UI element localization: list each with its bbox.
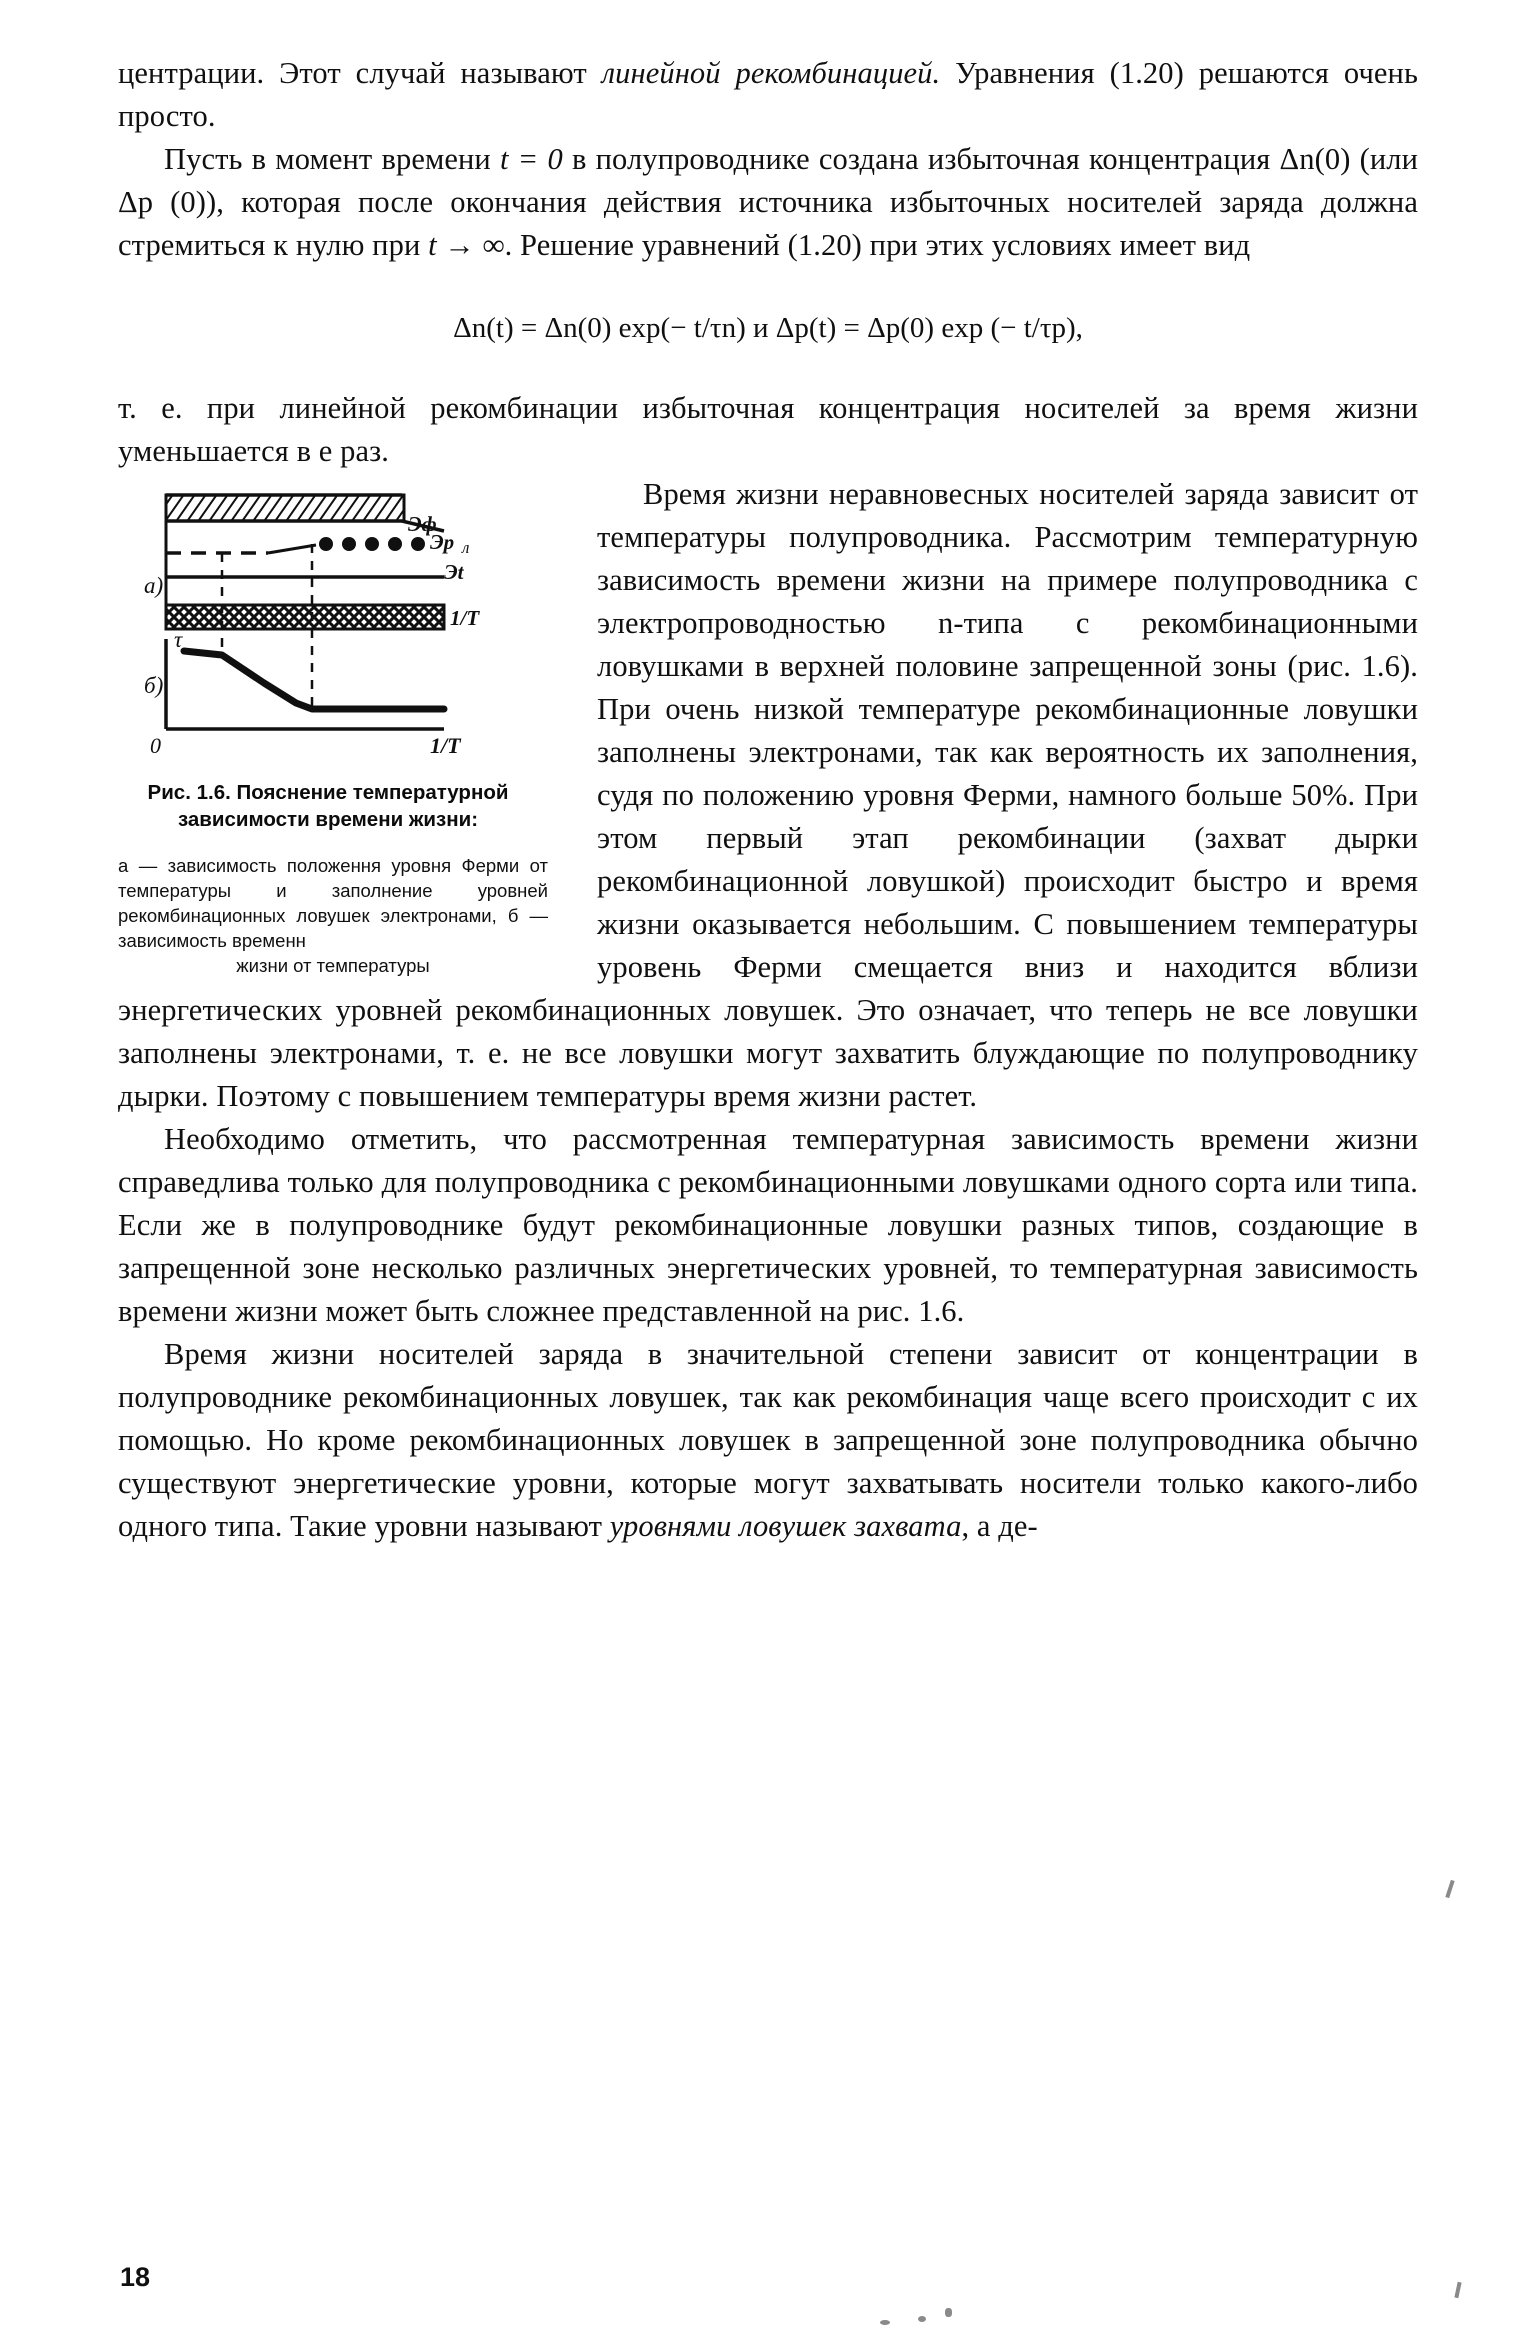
figure-1-6: [118, 487, 563, 978]
label-tau: τ: [174, 627, 183, 652]
paragraph-2-run-3: в полупроводнике создана избыточная концентрация Δn(0) (или Δp (0)), которая после окончания действия источника избыточных носителей заряда должна стремиться к нулю при: [118, 142, 1419, 262]
label-panel-b: б): [144, 673, 164, 698]
paragraph-1-run-1: центрации. Этот случай называют: [118, 56, 602, 90]
page-content: [118, 52, 1418, 1548]
figure-canvas: [144, 487, 514, 757]
label-ef-sub: л: [462, 538, 470, 557]
figure-legend: [118, 853, 548, 978]
paragraph-4-italic: уровнями ловушек захвата: [609, 1509, 962, 1543]
paragraph-2-run-1: Пусть в момент времени: [164, 142, 500, 176]
paragraph-1-run-2: линейной рекомбинацией.: [601, 56, 941, 90]
paragraph-4-lead: Время жизни носителей заряда в значительной степени зависит от концентрации в полупроводнике рекомбинационных ловушек, так как рекомбинация чаще всего происходит с их помощью. Но кроме рекомбинационных ловушек в запрещенной зоне полупроводника обычно существуют энергетические уровни, которые могут захватывать носители только какого-либо одного типа. Такие уровни называют: [118, 1337, 1418, 1543]
label-origin: 0: [150, 733, 161, 757]
scan-speck: [1454, 2282, 1461, 2298]
paragraph-4-tail: , а де-: [961, 1509, 1038, 1543]
paragraph-1: [118, 52, 1418, 138]
paragraph-2-run-2: t = 0: [499, 142, 563, 176]
paragraph-2-run-5: . Решение уравнений (1.20) при этих условиях имеет вид: [504, 228, 1251, 262]
paragraph-3: Необходимо отметить, что рассмотренная температурная зависимость времени жизни справедлива только для полупроводника с рекомбинационными ловушками одного сорта или типа. Если же в полупроводнике будут рекомбинационные ловушки разных типов, создающие в запрещенной зоне несколько различных энергетических уровней, то температурная зависимость времени жизни может быть сложнее представленной на рис. 1.6.: [118, 1122, 1418, 1328]
page-number: 18: [120, 2262, 151, 2292]
figure-legend-b: жизни от температуры: [236, 955, 430, 976]
scan-speck: [880, 2320, 890, 2325]
formula-decay: Δn(t) = Δn(0) exp(− t/τn) и Δp(t) = Δp(0) exp (− t/τp),: [453, 312, 1083, 344]
paragraph-2-run-4: t → ∞: [428, 228, 505, 262]
paragraph-column-text: Время жизни неравновесных носителей заряда зависит от температуры полупроводника. Рассмотрим температурную зависимость времени жизни на примере полупроводника с электропроводностью n-типа с рекомбинационными ловушками в верхней половине запрещенной зоны (рис. 1.6). При очень низкой температуре рекомбинационные ловушки заполнены электронами, так как вероятность их заполнения, судя по положению уровня Ферми, намного больше 50%. При этом первый этап рекомбинации (захват дырки рекомбинационной ловушкой) происходит быстро и время жизни оказывается небольшим. С повышением температуры уровень Ферми смещается вниз и находится вблизи энергетических уровней рекомбинационных ловушек. Это означает, что теперь не все ловушки заполнены электронами, т. е. не все ловушки могут захватить блуждающие по полупроводнику дырки. Поэтому с повышением температуры время жизни растет.: [118, 477, 1418, 1113]
scan-speck: [918, 2316, 926, 2322]
paragraph-2: [118, 138, 1418, 267]
scan-speck: [1445, 1880, 1454, 1898]
label-invT-top: 1/Т: [450, 606, 480, 630]
figure-svg: [144, 487, 514, 757]
scan-speck: [945, 2308, 952, 2317]
label-et: Эt: [444, 560, 464, 584]
label-panel-a: а): [144, 573, 164, 598]
paragraph-4: [118, 1333, 1418, 1548]
figure-legend-a: а — зависимость положення уровня Ферми от температуры и заполнение уровней рекомбинационных ловушек электронами, б — зависимость временн: [118, 855, 548, 951]
paragraph-after-formula: т. е. при линейной рекомбинации избыточная концентрация носителей за время жизни уменьшается в e раз.: [118, 391, 1418, 468]
label-ef: Эр: [430, 530, 455, 554]
figure-caption: Рис. 1.6. Пояснение температурной зависимости времени жизни:: [147, 781, 509, 831]
paragraph-1-run-3: Уравнения (1.20) решаются очень просто.: [118, 56, 1418, 133]
label-invT-axis: 1/Т: [430, 733, 461, 757]
label-ec: Эф: [408, 512, 437, 536]
